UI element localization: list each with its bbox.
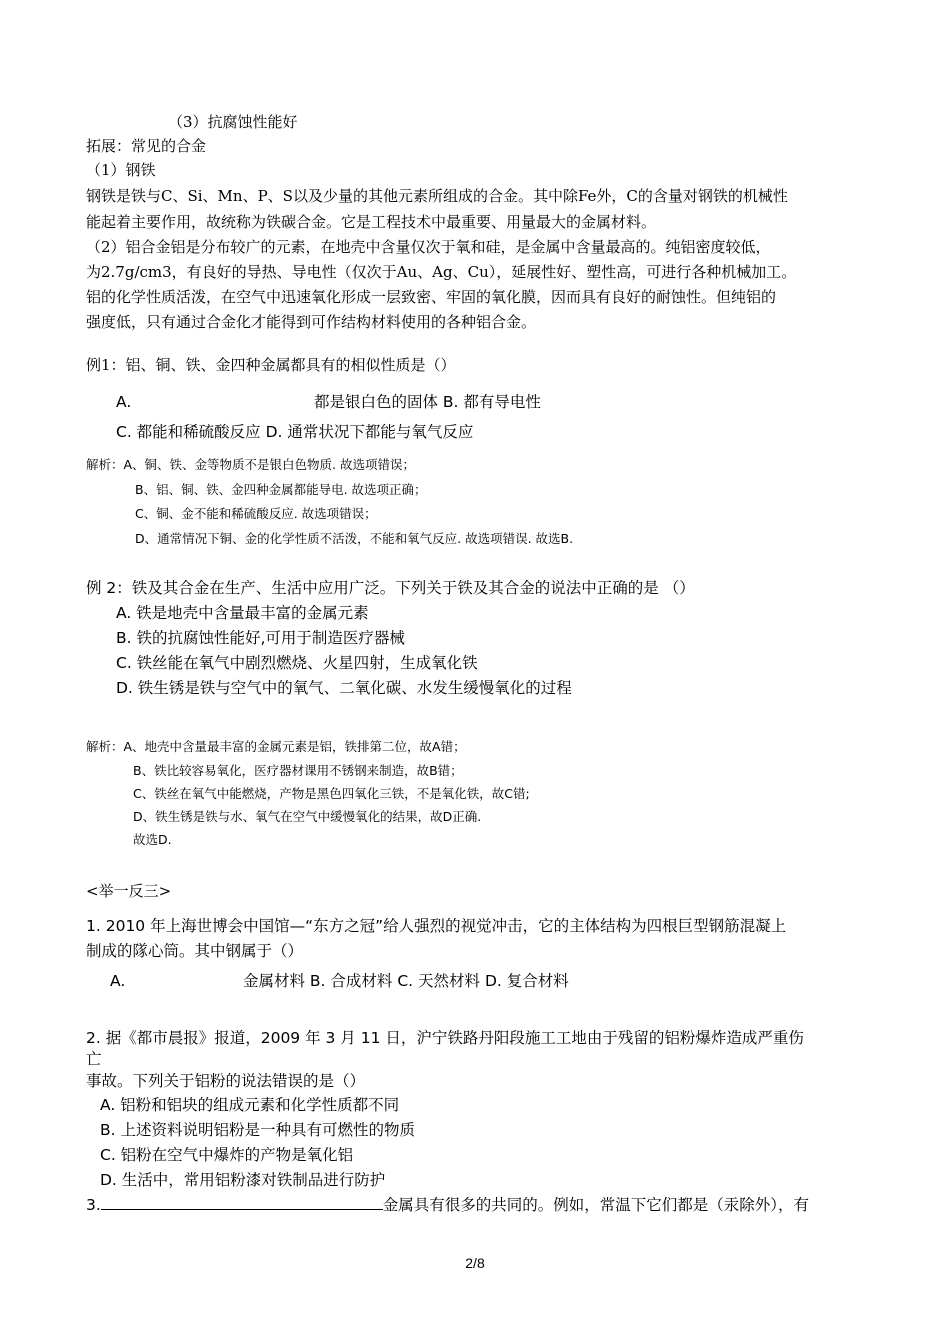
- example1-analysis-line: C、铜、金不能和稀硫酸反应. 故选项错误；: [135, 506, 377, 521]
- question3-line: [86, 1195, 809, 1215]
- subheading-steel: （1）钢铁: [86, 161, 156, 179]
- fill-in-blank[interactable]: [101, 1195, 383, 1210]
- question1-line-2: 制成的隊心筒。其中钢属于（）: [86, 942, 304, 960]
- example1-options-c-d: C. 都能和稀硫酸反应 D. 通常状况下都能与氧气反应: [116, 423, 474, 441]
- paragraph-steel-line-2: 能起着主要作用，故统称为铁碳合金。它是工程技术中最重要、用量最大的金属材料。: [86, 213, 657, 231]
- section-heading-extension: 拓展：常见的合金: [86, 137, 207, 155]
- example2-option: A. 铁是地壳中含量最丰富的金属元素: [116, 604, 369, 622]
- paragraph-aluminum-line-1: （2）铝合金铝是分布较广的元素，在地壳中含量仅次于氧和硅，是金属中含量最高的。纯铝密度较低，: [86, 238, 771, 256]
- example2-analysis-line: D、铁生锈是铁与水、氧气在空气中缓慢氧化的结果，故D正确.: [133, 809, 482, 824]
- example1-analysis-line: D、通常情况下铜、金的化学性质不活泼，不能和氧气反应. 故选项错误. 故选B.: [135, 531, 574, 546]
- example2-analysis-line: C、铁丝在氧气中能燃烧，产物是黑色四氧化三铁，不是氧化铁，故C错;: [133, 786, 530, 801]
- question1-options: 金属材料 B. 合成材料 C. 天然材料 D. 复合材料: [243, 972, 569, 990]
- example2-option: D. 铁生锈是铁与空气中的氧气、二氧化碳、水发生缓慢氧化的过程: [116, 679, 572, 697]
- example1-analysis-line: B、铝、铜、铁、金四种金属都能导电. 故选项正确；: [135, 482, 427, 497]
- example2-analysis-line: 故选D.: [133, 832, 172, 847]
- question3-number: 3.: [86, 1196, 101, 1214]
- question1-line-1: 1. 2010 年上海世博会中国馆—“东方之冠”给人强烈的视觉冲击，它的主体结构为四根巨型钢筋混凝上: [86, 917, 787, 935]
- question2-option: D. 生活中，常用铝粉漆对铁制品进行防护: [100, 1171, 386, 1189]
- example2-question: 例 2：铁及其合金在生产、生活中应用广泛。下列关于铁及其合金的说法中正确的是 （）: [86, 579, 695, 597]
- question2-option: B. 上述资料说明铝粉是一种具有可燃性的物质: [100, 1121, 415, 1139]
- question2-line-1-wrap: 亡: [86, 1050, 102, 1068]
- example1-analysis-line: 解析：A、铜、铁、金等物质不是银白色物质. 故选项错误；: [86, 457, 415, 472]
- paragraph-aluminum-line-2: 为2.7g/cm3，有良好的导热、导电性（仅次于Au、Ag、Cu），延展性好、塑性高，可进行各种机械加工。: [86, 263, 797, 281]
- paragraph-aluminum-line-3: 铝的化学性质活泼，在空气中迅速氧化形成一层致密、牢固的氧化膜，因而具有良好的耐蚀性。但纯铝的: [86, 288, 777, 306]
- example2-option: B. 铁的抗腐蚀性能好,可用于制造医疗器械: [116, 629, 405, 647]
- question1-option-a-letter: A.: [110, 972, 126, 990]
- question3-text: 金属具有很多的共同的。例如，常温下它们都是（汞除外），有: [382, 1196, 810, 1214]
- question2-option: C. 铝粉在空气中爆炸的产物是氧化铝: [100, 1146, 354, 1164]
- paragraph-steel-line-1: 钢铁是铁与C、Si、Mn、P、S以及少量的其他元素所组成的合金。其中除Fe外，C的含量对钢铁的机械性: [86, 187, 788, 205]
- practice-heading: <举一反三>: [86, 882, 172, 900]
- example2-option: C. 铁丝能在氧气中剧烈燃烧、火星四射，生成氧化铁: [116, 654, 478, 672]
- paragraph-aluminum-line-4: 强度低，只有通过合金化才能得到可作结构材料使用的各种铝合金。: [86, 313, 537, 331]
- example2-analysis-line: B、铁比较容易氧化，医疗器材课用不锈钢来制造，故B错；: [133, 763, 463, 778]
- question2-line-2: 事故。下列关于铝粉的说法错误的是（）: [86, 1072, 366, 1090]
- example2-analysis-line: 解析：A、地壳中含量最丰富的金属元素是铝，铁排第二位，故A错；: [86, 739, 466, 754]
- example1-option-a-letter: A.: [116, 393, 132, 411]
- list-item-corrosion-resistance: （3）抗腐蚀性能好: [168, 113, 298, 131]
- question2-option: A. 铝粉和铝块的组成元素和化学性质都不同: [100, 1096, 400, 1114]
- page-number: 2/8: [465, 1255, 485, 1271]
- question2-line-1: 2. 据《都市晨报》报道，2009 年 3 月 11 日，沪宁铁路丹阳段施工工地由于残留的铝粉爆炸造成严重伤: [86, 1029, 804, 1047]
- example1-options-a-b: 都是银白色的固体 B. 都有导电性: [314, 393, 541, 411]
- example1-question: 例1：铝、铜、铁、金四种金属都具有的相似性质是（）: [86, 356, 456, 374]
